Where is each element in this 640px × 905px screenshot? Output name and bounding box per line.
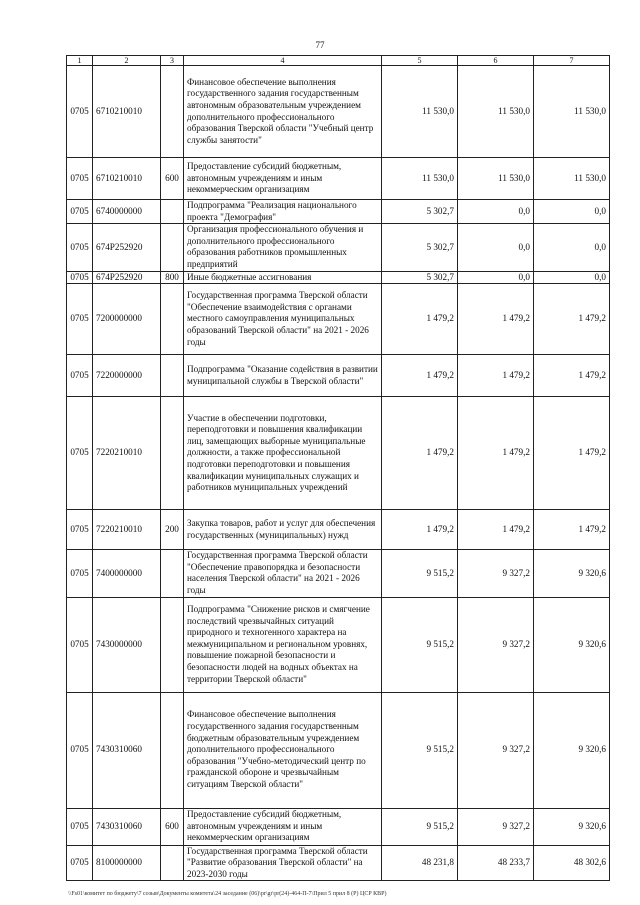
- section-code-cell: 0705: [67, 808, 93, 845]
- expense-type-cell: [161, 397, 184, 510]
- target-article-code-cell: 6710210010: [93, 66, 161, 158]
- column-number: 2: [93, 56, 161, 66]
- target-article-code-cell: 7430000000: [93, 597, 161, 692]
- section-code-cell: 0705: [67, 550, 93, 597]
- amount-col5-cell: 9 515,2: [382, 597, 458, 692]
- expense-type-cell: [161, 200, 184, 224]
- column-number: 3: [161, 56, 184, 66]
- amount-col7-cell: 11 530,0: [534, 158, 610, 200]
- table-row: [67, 284, 610, 355]
- amount-col6-cell: 0,0: [458, 271, 534, 284]
- amount-col7-cell: 1 479,2: [534, 397, 610, 510]
- table-row: [67, 510, 610, 550]
- target-article-code-cell: 7220000000: [93, 355, 161, 397]
- target-article-code-cell: 674P252920: [93, 271, 161, 284]
- expense-type-cell: [161, 66, 184, 158]
- table-row: [67, 692, 610, 808]
- expense-type-cell: 200: [161, 510, 184, 550]
- amount-col5-cell: 9 515,2: [382, 808, 458, 845]
- expense-type-cell: 600: [161, 158, 184, 200]
- target-article-code-cell: 7220210010: [93, 397, 161, 510]
- target-article-code-cell: 7200000000: [93, 284, 161, 355]
- page-number: 77: [315, 40, 325, 50]
- amount-col7-cell: 1 479,2: [534, 355, 610, 397]
- amount-col5-cell: 1 479,2: [382, 284, 458, 355]
- table-row: [67, 550, 610, 597]
- item-name-cell: Предоставление субсидий бюджетным, автономным учреждениям и иным некоммерческим организациям: [184, 808, 382, 845]
- section-code-cell: 0705: [67, 284, 93, 355]
- amount-col5-cell: 5 302,7: [382, 271, 458, 284]
- target-article-code-cell: 7430310060: [93, 808, 161, 845]
- target-article-code-cell: 8100000000: [93, 845, 161, 881]
- amount-col6-cell: 0,0: [458, 224, 534, 271]
- amount-col5-cell: 9 515,2: [382, 692, 458, 808]
- amount-col7-cell: 9 320,6: [534, 808, 610, 845]
- expense-type-cell: [161, 355, 184, 397]
- table-row: [67, 158, 610, 200]
- target-article-code-cell: 6740000000: [93, 200, 161, 224]
- column-number: 1: [67, 56, 93, 66]
- amount-col5-cell: 11 530,0: [382, 66, 458, 158]
- section-code-cell: 0705: [67, 597, 93, 692]
- table-row: [67, 271, 610, 284]
- item-name-cell: Предоставление субсидий бюджетным, автономным учреждениям и иным некоммерческим организациям: [184, 158, 382, 200]
- target-article-code-cell: 7400000000: [93, 550, 161, 597]
- amount-col5-cell: 1 479,2: [382, 510, 458, 550]
- amount-col5-cell: 5 302,7: [382, 224, 458, 271]
- column-number: 4: [184, 56, 382, 66]
- column-number-row: [67, 56, 610, 66]
- amount-col7-cell: 0,0: [534, 224, 610, 271]
- amount-col7-cell: 9 320,6: [534, 550, 610, 597]
- table-row: [67, 397, 610, 510]
- target-article-code-cell: 674P252920: [93, 224, 161, 271]
- expense-type-cell: [161, 597, 184, 692]
- amount-col6-cell: 9 327,2: [458, 692, 534, 808]
- amount-col6-cell: 0,0: [458, 200, 534, 224]
- amount-col6-cell: 1 479,2: [458, 284, 534, 355]
- file-path-footer: \\Fs01\комитет по бюджету\7 созыв\Документы комитета\24 заседание (06)\pr\gr\pr(24)-464-П-7\Прил 5 прил 8 (Р) ЦСР КВР): [68, 891, 387, 897]
- section-code-cell: 0705: [67, 66, 93, 158]
- amount-col5-cell: 1 479,2: [382, 397, 458, 510]
- item-name-cell: Иные бюджетные ассигнования: [184, 271, 382, 284]
- amount-col5-cell: 48 231,8: [382, 845, 458, 881]
- item-name-cell: Государственная программа Тверской области "Развитие образования Тверской области" на 2023-2030 годы: [184, 845, 382, 881]
- table-row: [67, 808, 610, 845]
- item-name-cell: Подпрограмма "Оказание содействия в развитии муниципальной службы в Тверской области": [184, 355, 382, 397]
- amount-col7-cell: 1 479,2: [534, 510, 610, 550]
- amount-col6-cell: 1 479,2: [458, 510, 534, 550]
- expense-type-cell: [161, 845, 184, 881]
- target-article-code-cell: 6710210010: [93, 158, 161, 200]
- expense-type-cell: [161, 550, 184, 597]
- expense-type-cell: [161, 692, 184, 808]
- table-row: [67, 66, 610, 158]
- amount-col7-cell: 1 479,2: [534, 284, 610, 355]
- item-name-cell: Организация профессионального обучения и дополнительного профессионального образования работников промышленных предприятий: [184, 224, 382, 271]
- column-number: 7: [534, 56, 610, 66]
- section-code-cell: 0705: [67, 510, 93, 550]
- item-name-cell: Участие в обеспечении подготовки, переподготовки и повышения квалификации лиц, замещающих выборные муниципальные должности, а также профессиональной подготовки переподготовки и повышения квалификации муниципальных служащих и работников муниципальных учреждений: [184, 397, 382, 510]
- amount-col7-cell: 0,0: [534, 271, 610, 284]
- amount-col6-cell: 9 327,2: [458, 597, 534, 692]
- amount-col7-cell: 9 320,6: [534, 692, 610, 808]
- expense-type-cell: [161, 224, 184, 271]
- amount-col7-cell: 11 530,0: [534, 66, 610, 158]
- target-article-code-cell: 7430310060: [93, 692, 161, 808]
- amount-col5-cell: 11 530,0: [382, 158, 458, 200]
- amount-col6-cell: 11 530,0: [458, 158, 534, 200]
- target-article-code-cell: 7220210010: [93, 510, 161, 550]
- amount-col5-cell: 1 479,2: [382, 355, 458, 397]
- table-row: [67, 224, 610, 271]
- section-code-cell: 0705: [67, 692, 93, 808]
- item-name-cell: Государственная программа Тверской области "Обеспечение правопорядка и безопасности населения Тверской области" на 2021 - 2026 годы: [184, 550, 382, 597]
- table-row: [67, 200, 610, 224]
- amount-col5-cell: 9 515,2: [382, 550, 458, 597]
- item-name-cell: Закупка товаров, работ и услуг для обеспечения государственных (муниципальных) нужд: [184, 510, 382, 550]
- amount-col7-cell: 48 302,6: [534, 845, 610, 881]
- expense-type-cell: [161, 284, 184, 355]
- table-row: [67, 845, 610, 881]
- section-code-cell: 0705: [67, 158, 93, 200]
- budget-table: [66, 55, 610, 881]
- amount-col6-cell: 11 530,0: [458, 66, 534, 158]
- section-code-cell: 0705: [67, 224, 93, 271]
- amount-col7-cell: 0,0: [534, 200, 610, 224]
- section-code-cell: 0705: [67, 845, 93, 881]
- section-code-cell: 0705: [67, 397, 93, 510]
- column-number: 6: [458, 56, 534, 66]
- expense-type-cell: 600: [161, 808, 184, 845]
- amount-col6-cell: 9 327,2: [458, 808, 534, 845]
- expense-type-cell: 800: [161, 271, 184, 284]
- section-code-cell: 0705: [67, 200, 93, 224]
- table-row: [67, 355, 610, 397]
- item-name-cell: Подпрограмма "Реализация национального проекта "Демография": [184, 200, 382, 224]
- amount-col5-cell: 5 302,7: [382, 200, 458, 224]
- section-code-cell: 0705: [67, 355, 93, 397]
- section-code-cell: 0705: [67, 271, 93, 284]
- item-name-cell: Государственная программа Тверской области "Обеспечение взаимодействия с органами местного самоуправления муниципальных образований Тверской области" на 2021 - 2026 годы: [184, 284, 382, 355]
- item-name-cell: Подпрограмма "Снижение рисков и смягчение последствий чрезвычайных ситуаций природного и техногенного характера на межмуниципальном и региональном уровнях, повышение пожарной безопасности и безопасности людей на водных объектах на территории Тверской области": [184, 597, 382, 692]
- column-number: 5: [382, 56, 458, 66]
- amount-col6-cell: 1 479,2: [458, 355, 534, 397]
- item-name-cell: Финансовое обеспечение выполнения государственного задания государственным бюджетным образовательным учреждением дополнительного профессионального образования "Учебно-методический центр по гражданской обороне и чрезвычайным ситуациям Тверской области": [184, 692, 382, 808]
- amount-col6-cell: 48 233,7: [458, 845, 534, 881]
- table-row: [67, 597, 610, 692]
- item-name-cell: Финансовое обеспечение выполнения государственного задания государственным автономным образовательным учреждением дополнительного профессионального образования Тверской области "Учебный центр службы занятости": [184, 66, 382, 158]
- amount-col6-cell: 9 327,2: [458, 550, 534, 597]
- amount-col7-cell: 9 320,6: [534, 597, 610, 692]
- amount-col6-cell: 1 479,2: [458, 397, 534, 510]
